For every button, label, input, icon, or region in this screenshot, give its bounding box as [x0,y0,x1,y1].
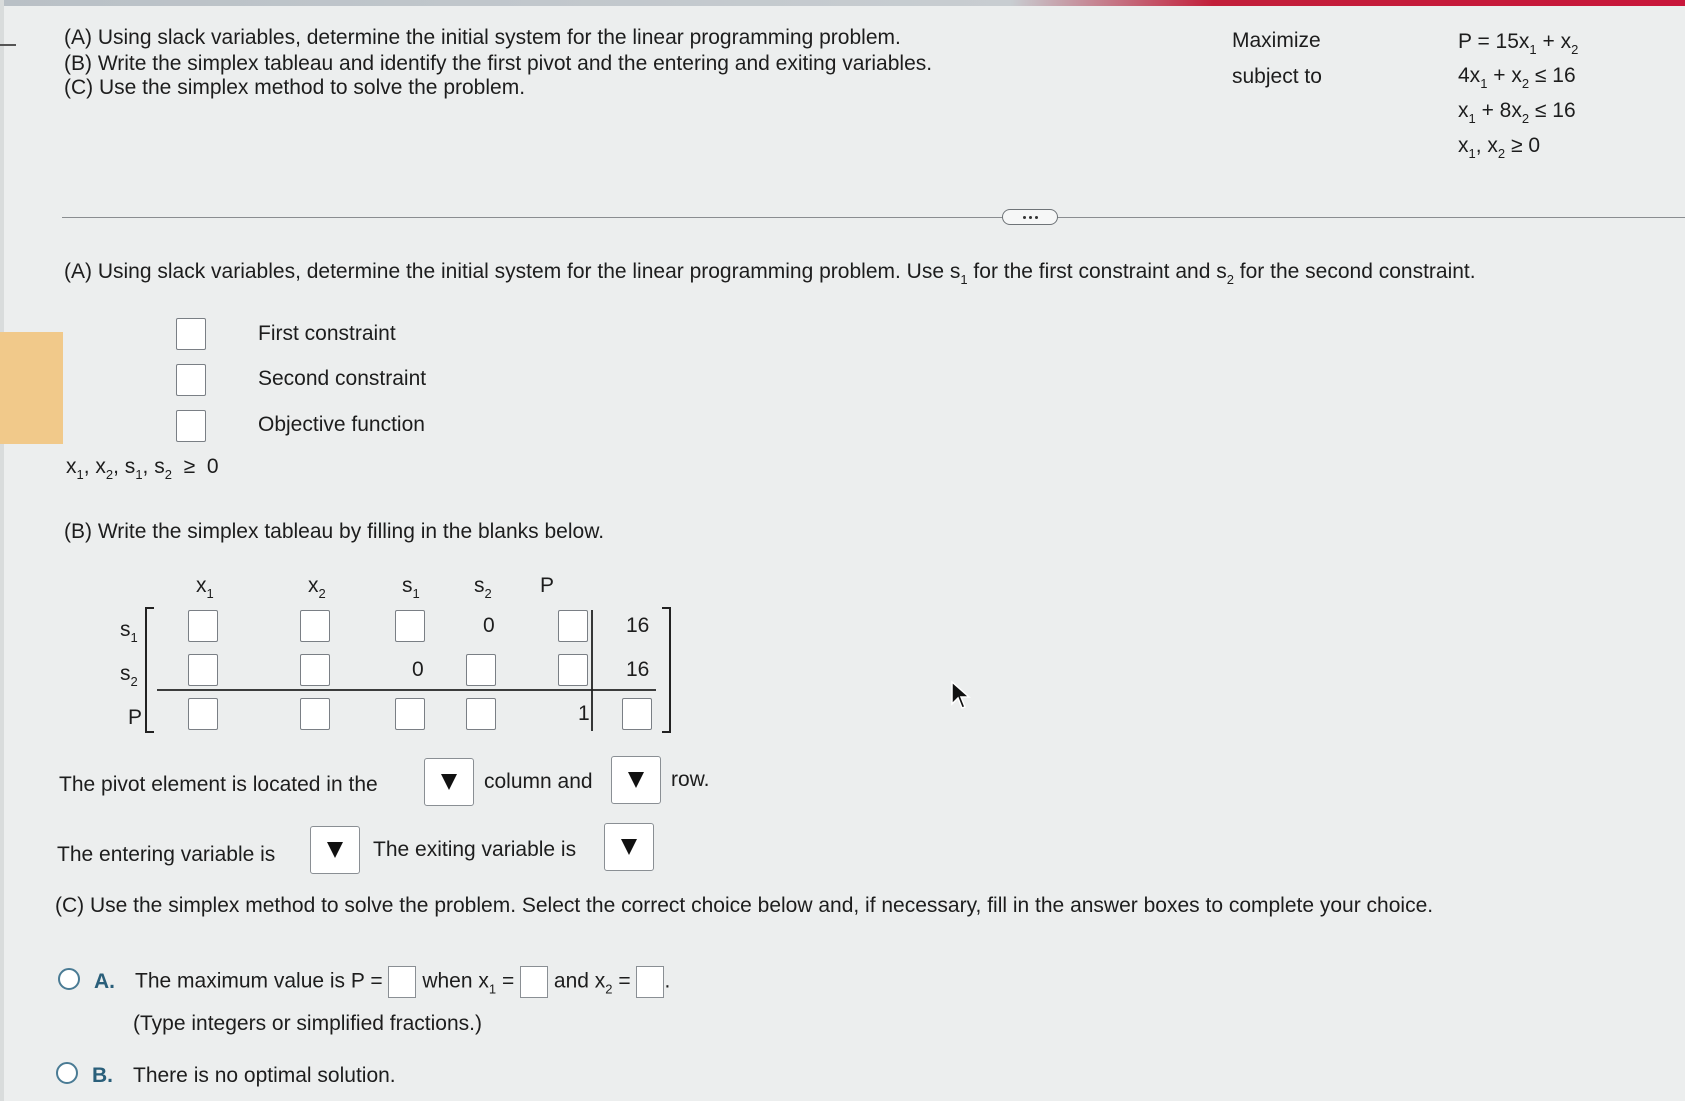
second-constraint-label: Second constraint [258,367,427,390]
mouse-cursor-icon [950,680,972,712]
option-b-text: There is no optimal solution. [133,1064,396,1087]
col-header-x2: $x_2$ [308,574,326,601]
maximize-label: Maximize [1232,29,1321,52]
chevron-down-icon [441,774,457,790]
tableau-r1-x2-input[interactable] [300,610,330,642]
tableau-r2-p-input[interactable] [558,654,588,686]
constraint-2: $x_1 + 8x_2 \le 16$ [1458,99,1576,126]
part-c-intro: (C) Use the simplex method to solve the problem. Select the correct choice below and, if necessary, fill in the answer boxes to complete your choice. [55,894,1434,917]
section-divider [62,217,1685,218]
col-header-s1: $s_1$ [402,574,420,601]
option-a-note: (Type integers or simplified fractions.) [133,1012,482,1035]
second-constraint-input[interactable] [176,364,206,396]
tableau-r2-rhs-value: 16 [626,658,650,681]
part-b-intro: (B) Write the simplex tableau by filling in the blanks below. [64,520,605,543]
first-constraint-label: First constraint [258,322,396,345]
pivot-text-2: column and [484,770,593,793]
col-header-p: P [540,574,555,597]
row-label-s2: $s_2$ [120,662,138,689]
tableau-r3-s2-input[interactable] [466,698,496,730]
subject-to-label: subject to [1232,65,1322,88]
col-header-s2: $s_2$ [474,574,492,601]
tableau-r1-p-input[interactable] [558,610,588,642]
pivot-row-dropdown[interactable] [611,756,661,804]
pivot-text-3: row. [671,768,710,791]
tableau-r2-s1-value: 0 [412,658,424,681]
tableau-r1-s1-input[interactable] [395,610,425,642]
tableau-r2-x2-input[interactable] [300,654,330,686]
max-p-input[interactable] [388,966,416,998]
col-header-x1: $x_1$ [196,574,214,601]
option-b-letter: B. [92,1064,113,1087]
tableau-r3-p-value: 1 [578,702,590,725]
chevron-down-icon [621,839,637,855]
tableau-r1-s2-value: 0 [483,614,495,637]
entering-variable-label: The entering variable is [57,843,276,866]
tableau-r3-x2-input[interactable] [300,698,330,730]
tableau-r3-s1-input[interactable] [395,698,425,730]
tableau-r2-x1-input[interactable] [188,654,218,686]
row-label-p: P [128,706,143,729]
option-a-radio[interactable] [58,968,80,990]
header-line-c: (C) Use the simplex method to solve the problem. [64,76,526,99]
objective-function-input[interactable] [176,410,206,442]
tableau-r1-rhs-value: 16 [626,614,650,637]
nonnegativity-line: $x_1$, $x_2$, $s_1$, $s_2 \ge 0$ [66,455,219,482]
left-strip [0,0,4,1101]
header-line-b: (B) Write the simplex tableau and identify the first pivot and the entering and exiting variables. [64,52,933,75]
tableau-r3-x1-input[interactable] [188,698,218,730]
option-a-letter: A. [94,970,115,993]
first-constraint-input[interactable] [176,318,206,350]
pivot-column-dropdown[interactable] [424,758,474,806]
left-highlight-tab [0,332,63,444]
left-collapse-handle[interactable] [0,44,16,46]
x2-value-input[interactable] [636,966,664,998]
tableau-r3-rhs-input[interactable] [622,698,652,730]
chevron-down-icon [327,842,343,858]
constraint-nonneg: $x_1$, $x_2 \ge 0$ [1458,134,1541,161]
top-accent-bar [0,0,1685,6]
part-a-intro: (A) Using slack variables, determine the initial system for the linear programming problem. Use $s_1$ for the first constraint and $s_2$ for the second constraint. [64,260,1476,287]
row-label-s1: $s_1$ [120,618,138,645]
chevron-down-icon [628,772,644,788]
option-b-radio[interactable] [56,1062,78,1084]
expand-ellipsis-button[interactable] [1002,209,1058,225]
tableau-r1-x1-input[interactable] [188,610,218,642]
objective-function: $P = 15x_1 + x_2$ [1458,30,1579,57]
x1-value-input[interactable] [520,966,548,998]
header-line-a: (A) Using slack variables, determine the initial system for the linear programming problem. [64,26,901,49]
objective-function-label: Objective function [258,413,425,436]
pivot-text-1: The pivot element is located in the [59,773,378,796]
exiting-variable-label: The exiting variable is [373,838,577,861]
tableau-r2-s2-input[interactable] [466,654,496,686]
option-a-text: The maximum value is P = when $x_1$ = and $x_2$ = . [135,966,670,1002]
exiting-variable-dropdown[interactable] [604,823,654,871]
constraint-1: $4x_1 + x_2 \le 16$ [1458,64,1576,91]
entering-variable-dropdown[interactable] [310,826,360,874]
